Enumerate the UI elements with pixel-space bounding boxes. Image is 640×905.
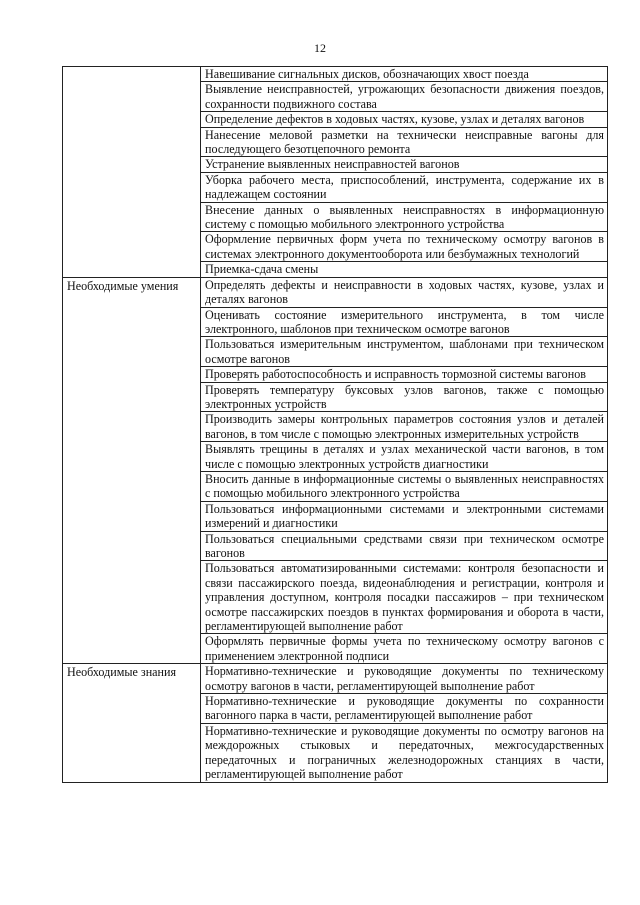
table-cell: Выявление неисправностей, угрожающих безопасности движения поездов, сохранности подвижного состава	[201, 82, 608, 112]
competency-table-body	[63, 67, 608, 783]
table-cell: Нормативно-технические и руководящие документы по сохранности вагонного парка в части, регламентирующей выполнение работ	[201, 694, 608, 724]
table-cell: Проверять температуру буксовых узлов вагонов, также с помощью электронных устройств	[201, 382, 608, 412]
table-row	[63, 277, 608, 307]
table-cell: Нормативно-технические и руководящие документы по техническому осмотру вагонов в части, регламентирующей выполнение работ	[201, 664, 608, 694]
table-cell: Определение дефектов в ходовых частях, кузове, узлах и деталях вагонов	[201, 112, 608, 127]
table-cell: Пользоваться информационными системами и электронными системами измерений и диагностики	[201, 501, 608, 531]
table-cell: Пользоваться специальными средствами связи при техническом осмотре вагонов	[201, 531, 608, 561]
competency-table	[62, 66, 608, 783]
table-cell: Устранение выявленных неисправностей вагонов	[201, 157, 608, 172]
table-cell: Навешивание сигнальных дисков, обозначающих хвост поезда	[201, 67, 608, 82]
table-cell: Выявлять трещины в деталях и узлах механической части вагонов, в том числе с помощью электронных устройств диагностики	[201, 442, 608, 472]
table-cell: Нормативно-технические и руководящие документы по осмотру вагонов на междорожных стыковых и передаточных, межгосударственных передаточных и пограничных железнодорожных станциях в части, регламентирующей выполнение работ	[201, 723, 608, 782]
table-cell: Проверять работоспособность и исправность тормозной системы вагонов	[201, 367, 608, 382]
table-cell: Производить замеры контрольных параметров состояния узлов и деталей вагонов, в том числе с помощью электронных измерительных устройств	[201, 412, 608, 442]
group-label	[63, 67, 201, 278]
table-cell: Оценивать состояние измерительного инструмента, в том числе электронного, шаблонов при техническом осмотре вагонов	[201, 307, 608, 337]
table-cell: Нанесение меловой разметки на технически неисправные вагоны для последующего безотцепочного ремонта	[201, 127, 608, 157]
table-cell: Вносить данные в информационные системы о выявленных неисправностях с помощью мобильного электронного устройства	[201, 471, 608, 501]
table-cell: Оформлять первичные формы учета по техническому осмотру вагонов с применением электронной подписи	[201, 634, 608, 664]
table-row	[63, 664, 608, 694]
table-row	[63, 67, 608, 82]
page-number: 12	[314, 41, 326, 55]
table-cell: Определять дефекты и неисправности в ходовых частях, кузове, узлах и деталях вагонов	[201, 277, 608, 307]
table-cell: Внесение данных о выявленных неисправностях в информационную систему с помощью мобильного электронного устройства	[201, 202, 608, 232]
table-cell: Оформление первичных форм учета по техническому осмотру вагонов в системах электронного документооборота или безбумажных технологий	[201, 232, 608, 262]
group-label: Необходимые умения	[63, 277, 201, 664]
table-cell: Пользоваться измерительным инструментом, шаблонами при техническом осмотре вагонов	[201, 337, 608, 367]
group-label: Необходимые знания	[63, 664, 201, 782]
table-cell: Приемка-сдача смены	[201, 262, 608, 277]
table-cell: Пользоваться автоматизированными системами: контроля безопасности и связи пассажирского поезда, видеонаблюдения и регистрации, контроля и управления доступном, контроля посадки пассажиров – при техническом осмотре пассажирских поездов в пунктах формирования и оборота в части, регламентирующей выполнение работ	[201, 561, 608, 634]
table-cell: Уборка рабочего места, приспособлений, инструмента, содержание их в надлежащем состоянии	[201, 172, 608, 202]
